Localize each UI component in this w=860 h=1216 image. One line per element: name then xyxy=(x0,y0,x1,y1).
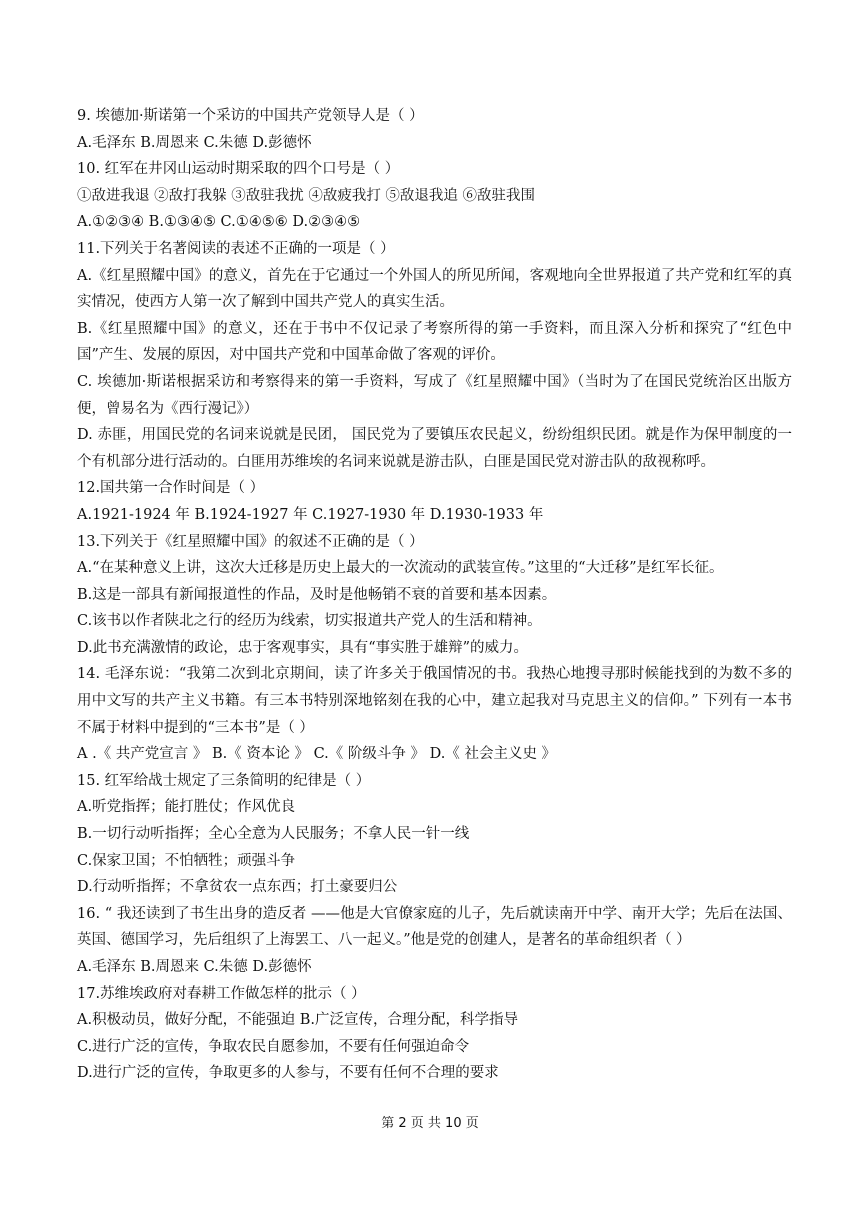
question-options: A.毛泽东 B.周恩来 C.朱德 D.彭德怀 xyxy=(77,959,312,975)
question-stem: 14. 毛泽东说：“我第二次到北京期间，读了许多关于俄国情况的书。我热心地搜寻那时候能找到的为数不多的用中文写的共产主义书籍。有三本书特别深地铭刻在我的心中，建立起我对马克思主义的信仰。” 下列有一本书不属于材料中提到的“三本书”是（ ） xyxy=(77,666,792,736)
question-items: ①敌进我退 ②敌打我躲 ③敌驻我扰 ④敌疲我打 ⑤敌退我追 ⑥敌驻我围 xyxy=(77,187,536,204)
question-15 xyxy=(77,768,792,901)
option-a: A.听党指挥；能打胜仗；作风优良 xyxy=(77,799,296,816)
question-11 xyxy=(77,236,792,475)
question-12 xyxy=(77,475,792,528)
question-9 xyxy=(77,103,792,156)
question-stem: 10. 红军在井冈山运动时期采取的四个口号是（ ） xyxy=(77,161,400,178)
question-stem: 12.国共第一合作时间是（ ） xyxy=(77,480,265,497)
option-c: C. 埃德加·斯诺根据采访和考察得来的第一手资料，写成了《红星照耀中国》（当时为了在国民党统治区出版方便，曾易名为《西行漫记》） xyxy=(77,373,792,417)
option-d: D.此书充满激情的政论，忠于客观事实，具有“事实胜于雄辩”的威力。 xyxy=(77,639,529,656)
option-b: B.一切行动听指挥；全心全意为人民服务；不拿人民一针一线 xyxy=(77,826,470,843)
option-b: B.《红星照耀中国》的意义，还在于书中不仅记录了考察所得的第一手资料，而且深入分析和探究了“红色中国”产生、发展的原因，对中国共产党和中国革命做了客观的评价。 xyxy=(77,320,792,364)
question-stem: 15. 红军给战士规定了三条简明的纪律是（ ） xyxy=(77,772,371,789)
option-a: A.“在某种意义上讲，这次大迁移是历史上最大的一次流动的武装宣传。”这里的“大迁移”是红军长征。 xyxy=(77,560,724,577)
option-a-b: A.积极动员，做好分配，不能强迫 B.广泛宣传，合理分配，科学指导 xyxy=(77,1012,518,1029)
question-10 xyxy=(77,156,792,236)
question-stem: 16. “ 我还读到了书生出身的造反者 ——他是大官僚家庭的儿子，先后就读南开中学、南开大学；先后在法国、英国、德国学习，先后组织了上海罢工、八一起义。”他是党的创建人，是著名的革命组织者（ ） xyxy=(77,905,792,949)
option-c: C.该书以作者陕北之行的经历为线索，切实报道共产党人的生活和精神。 xyxy=(77,613,542,630)
question-stem: 17.苏维埃政府对春耕工作做怎样的批示（ ） xyxy=(77,985,366,1002)
question-options: A.毛泽东 B.周恩来 C.朱德 D.彭德怀 xyxy=(77,134,312,151)
question-options: A .《 共产党宣言 》 B.《 资本论 》 C.《 阶级斗争 》 D.《 社会主义史 》 xyxy=(77,746,557,763)
question-stem: 13.下列关于《红星照耀中国》的叙述不正确的是（ ） xyxy=(77,533,424,550)
question-13 xyxy=(77,529,792,662)
exam-page xyxy=(77,103,792,1087)
page-footer: 第 2 页 共 10 页 xyxy=(381,1116,479,1131)
option-d: D.进行广泛的宣传，争取更多的人参与，不要有任何不合理的要求 xyxy=(77,1065,499,1082)
option-c: C.进行广泛的宣传，争取农民自愿参加，不要有任何强迫命令 xyxy=(77,1038,470,1055)
question-options: A.①②③④ B.①③④⑤ C.①④⑤⑥ D.②③④⑤ xyxy=(77,214,361,231)
option-d: D. 赤匪，用国民党的名词来说就是民团， 国民党为了要镇压农民起义，纷纷组织民团。就是作为保甲制度的一个有机部分进行活动的。白匪用苏维埃的名词来说就是游击队，白匪是国民党对游击队的敌视称呼。 xyxy=(77,427,792,470)
question-14 xyxy=(77,661,792,767)
option-c: C.保家卫国；不怕牺牲；顽强斗争 xyxy=(77,852,296,869)
option-a: A.《红星照耀中国》的意义，首先在于它通过一个外国人的所见所闻，客观地向全世界报道了共产党和红军的真实情况，使西方人第一次了解到中国共产党人的真实生活。 xyxy=(77,267,792,311)
option-b: B.这是一部具有新闻报道性的作品，及时是他畅销不衰的首要和基本因素。 xyxy=(77,586,557,603)
question-16 xyxy=(77,901,792,981)
question-17 xyxy=(77,981,792,1087)
question-stem: 11.下列关于名著阅读的表述不正确的一项是（ ） xyxy=(77,240,395,257)
question-options: A.1921-1924 年 B.1924-1927 年 C.1927-1930 年 D.1930-1933 年 xyxy=(77,506,544,523)
option-d: D.行动听指挥；不拿贫农一点东西；打土豪要归公 xyxy=(77,879,398,896)
question-stem: 9. 埃德加·斯诺第一个采访的中国共产党领导人是（ ） xyxy=(77,108,424,124)
